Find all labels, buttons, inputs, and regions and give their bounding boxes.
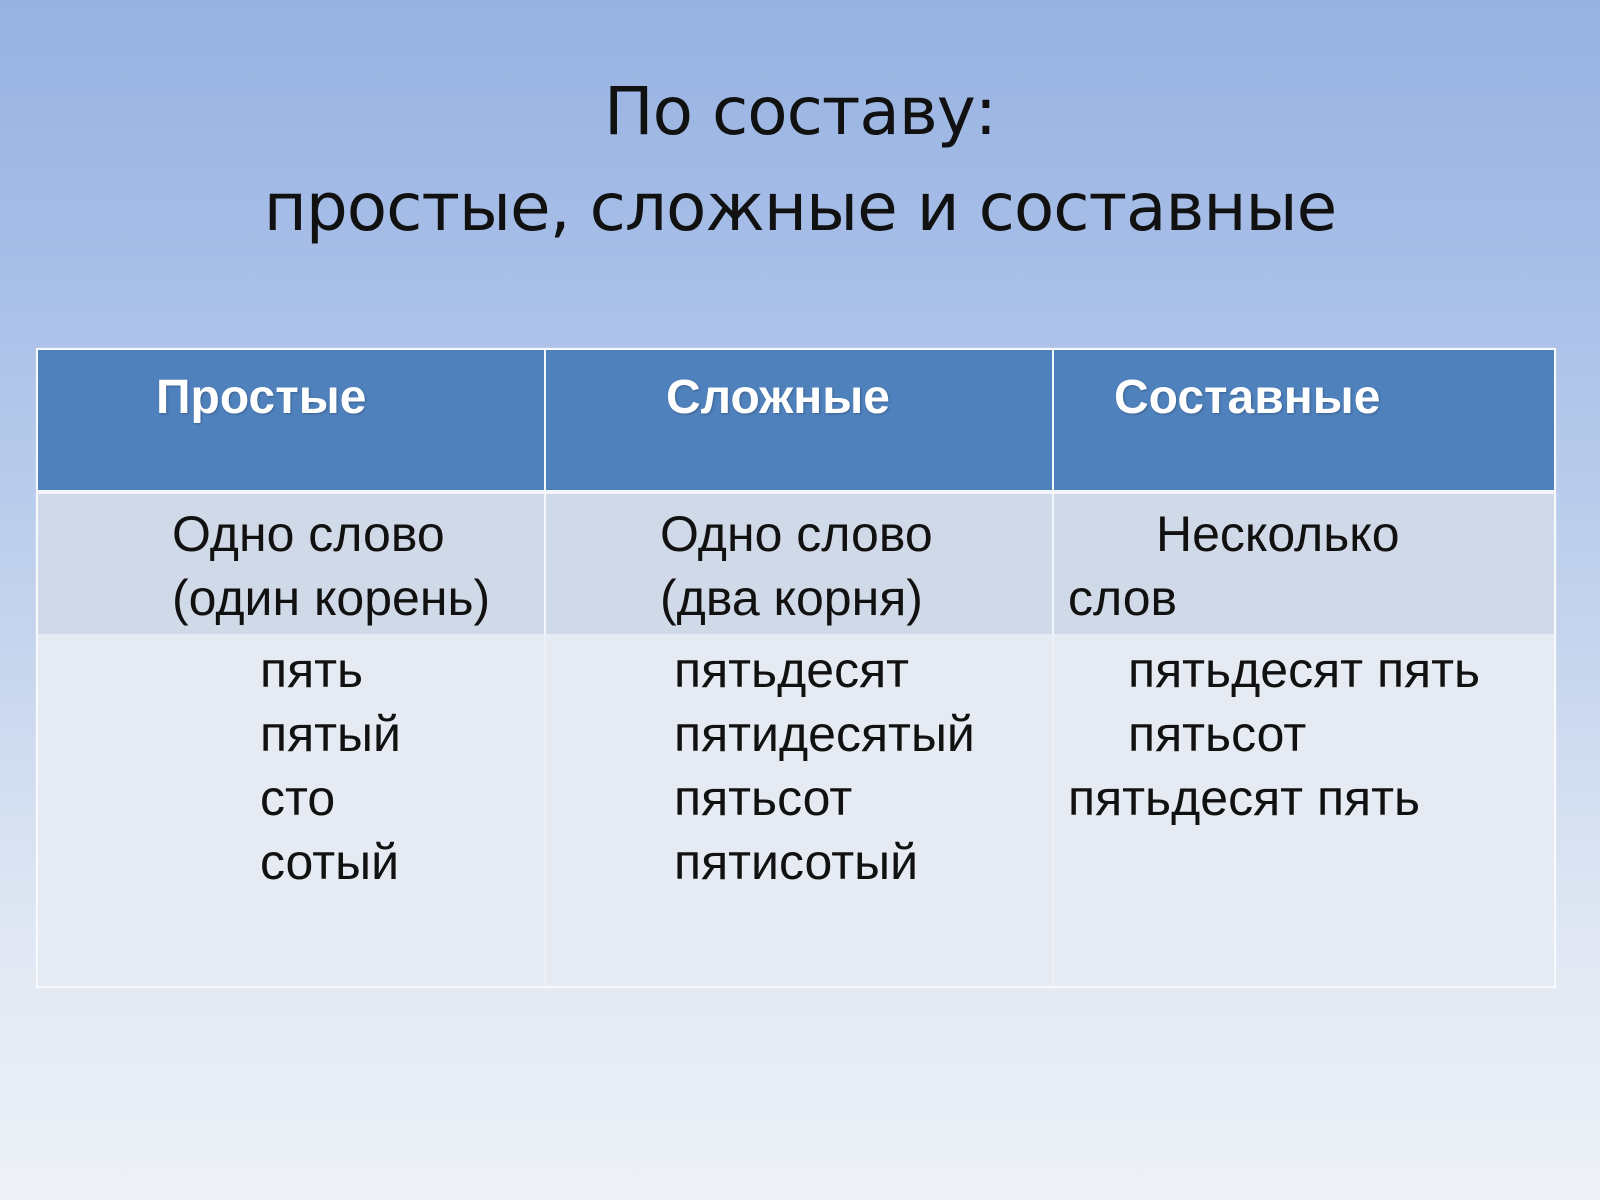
header-cell-simple bbox=[38, 350, 544, 490]
examples-compound-list bbox=[1068, 638, 1480, 830]
example-simple-2: пятый bbox=[260, 706, 401, 762]
description-simple-text bbox=[172, 502, 490, 630]
table-header-row bbox=[38, 350, 1554, 494]
description-compound-text bbox=[1068, 502, 1400, 630]
description-complex-line-1: Одно слово bbox=[660, 506, 933, 562]
slide-title-line-1: По составу: bbox=[603, 73, 997, 150]
slide-title-line-2: простые, сложные и составные bbox=[263, 169, 1337, 246]
description-cell-compound bbox=[1052, 494, 1554, 634]
slide-title bbox=[0, 64, 1600, 256]
examples-cell-simple bbox=[38, 634, 544, 986]
description-compound-line-2: слов bbox=[1068, 570, 1178, 626]
header-complex-label: Сложные bbox=[666, 371, 890, 424]
example-complex-3: пятьсот bbox=[674, 770, 853, 826]
description-compound-line-1: Несколько bbox=[1156, 506, 1400, 562]
examples-cell-compound bbox=[1052, 634, 1554, 986]
description-complex-line-2: (два корня) bbox=[660, 570, 923, 626]
description-cell-simple bbox=[38, 494, 544, 634]
header-cell-complex bbox=[544, 350, 1052, 490]
example-simple-1: пять bbox=[260, 642, 364, 698]
description-simple-line-1: Одно слово bbox=[172, 506, 445, 562]
example-simple-3: сто bbox=[260, 770, 336, 826]
description-cell-complex bbox=[544, 494, 1052, 634]
example-compound-2: пятьсот bbox=[1128, 706, 1307, 762]
table-examples-row bbox=[38, 634, 1554, 986]
table-description-row bbox=[38, 494, 1554, 634]
examples-complex-list bbox=[674, 638, 975, 894]
examples-simple-list bbox=[260, 638, 401, 894]
header-compound-label: Составные bbox=[1114, 371, 1381, 424]
example-compound-3: пятьдесят пять bbox=[1068, 770, 1421, 826]
description-complex-text bbox=[660, 502, 933, 630]
header-simple-label: Простые bbox=[156, 371, 367, 424]
example-complex-4: пятисотый bbox=[674, 834, 919, 890]
examples-cell-complex bbox=[544, 634, 1052, 986]
example-complex-2: пятидесятый bbox=[674, 706, 975, 762]
example-compound-1: пятьдесят пять bbox=[1128, 642, 1481, 698]
example-complex-1: пятьдесят bbox=[674, 642, 910, 698]
number-composition-table bbox=[36, 348, 1556, 988]
example-simple-4: сотый bbox=[260, 834, 400, 890]
header-cell-compound bbox=[1052, 350, 1554, 490]
description-simple-line-2: (один корень) bbox=[172, 570, 491, 626]
